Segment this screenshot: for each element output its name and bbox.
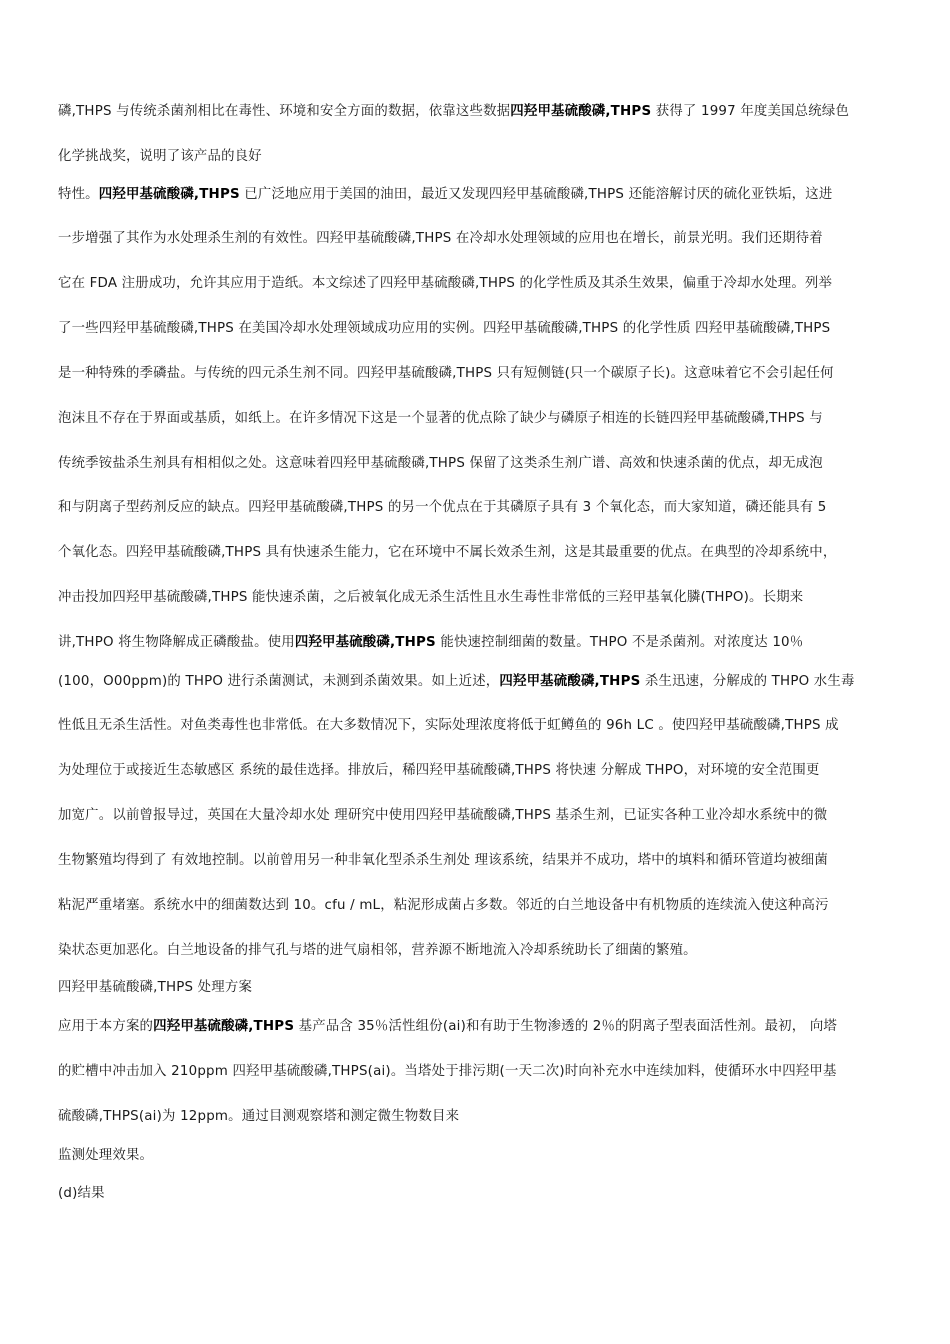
text-line-5: [58, 274, 878, 294]
text-line-10: [58, 498, 878, 518]
text-run: 一步增强了其作为水处理杀生剂的有效性。四羟甲基硫酸磷,THPS 在冷却水处理领域的应用也在增长，前景光明。我们还期待着: [58, 231, 823, 246]
text-run: 冲击投加四羟甲基硫酸磷,THPS 能快速杀菌，之后被氧化成无杀生活性且水生毒性非常低的三羟甲基氧化膦(THPO)。长期来: [58, 590, 804, 605]
text-line-23: [58, 1062, 878, 1082]
bold-term: 四羟甲基硫酸磷,THPS: [98, 187, 240, 202]
text-run: 的贮槽中冲击加入 210ppm 四羟甲基硫酸磷,THPS(ai)。当塔处于排污期(一天二次)时向补充水中连续加料，使循环水中四羟甲基: [58, 1064, 837, 1079]
text-run: 是一种特殊的季磷盐。与传统的四元杀生剂不同。四羟甲基硫酸磷,THPS 只有短侧链(只一个碳原子长)。这意味着它不会引起任何: [58, 366, 834, 381]
text-run: 四羟甲基硫酸磷,THPS 处理方案: [58, 980, 253, 995]
text-run: 获得了 1997 年度美国总统绿色: [651, 104, 850, 119]
bold-term: 四羟甲基硫酸磷,THPS: [510, 104, 652, 119]
text-run: 个氧化态。四羟甲基硫酸磷,THPS 具有快速杀生能力，它在环境中不属长效杀生剂，这是其最重要的优点。在典型的冷却系统中，: [58, 545, 837, 560]
text-run: (100，O00ppm)的 THPO 进行杀菌测试，未测到杀菌效果。如上近述，: [58, 674, 500, 689]
text-run: 能快速控制细菌的数量。THPO 不是杀菌剂。对浓度达 10％: [435, 635, 804, 650]
text-line-16: [58, 761, 878, 781]
text-run: 特性。: [58, 187, 99, 202]
section-heading-results: [58, 1184, 878, 1204]
text-line-25: [58, 1146, 878, 1166]
text-run: 和与阴离子型药剂反应的缺点。四羟甲基硫酸磷,THPS 的另一个优点在于其磷原子具有 3 个氧化态，而大家知道，磷还能具有 5: [58, 500, 827, 515]
text-line-22: [58, 1017, 878, 1037]
bold-term: 四羟甲基硫酸磷,THPS: [153, 1019, 295, 1034]
text-run: 已广泛地应用于美国的油田，最近又发现四羟甲基硫酸磷,THPS 还能溶解讨厌的硫化亚铁垢，这进: [239, 187, 833, 202]
text-line-6: [58, 319, 878, 339]
text-run: 磷,THPS 与传统杀菌剂相比在毒性、环境和安全方面的数据，依靠这些数据: [58, 104, 511, 119]
text-run: 硫酸磷,THPS(ai)为 12ppm。通过目测观察塔和测定微生物数目来: [58, 1109, 460, 1124]
text-line-7: [58, 364, 878, 384]
text-line-9: [58, 454, 878, 474]
text-run: 它在 FDA 注册成功，允许其应用于造纸。本文综述了四羟甲基硫酸磷,THPS 的化学性质及其杀生效果，偏重于冷却水处理。列举: [58, 276, 833, 291]
text-run: 应用于本方案的: [58, 1019, 154, 1034]
text-line-14: [58, 672, 878, 692]
bold-term: 四羟甲基硫酸磷,THPS: [499, 674, 641, 689]
text-run: 为处理位于或接近生态敏感区 系统的最佳选择。排放后，稀四羟甲基硫酸磷,THPS 将快速 分解成 THPO，对环境的安全范围更: [58, 763, 820, 778]
text-line-15: [58, 716, 878, 736]
text-run: 染状态更加恶化。白兰地设备的排气孔与塔的进气扇相邻，营养源不断地流入冷却系统助长了细菌的繁殖。: [58, 943, 697, 958]
section-heading-thps-plan: [58, 978, 878, 998]
text-line-18: [58, 851, 878, 871]
text-run: 生物繁殖均得到了 有效地控制。以前曾用另一种非氧化型杀杀生剂处 理该系统，结果并不成功，塔中的填料和循环管道均被细菌: [58, 853, 828, 868]
text-run: 传统季铵盐杀生剂具有相相似之处。这意味着四羟甲基硫酸磷,THPS 保留了这类杀生剂广谱、高效和快速杀菌的优点，却无成泡: [58, 456, 823, 471]
text-line-13: [58, 633, 878, 653]
text-run: 了一些四羟甲基硫酸磷,THPS 在美国冷却水处理领域成功应用的实例。四羟甲基硫酸磷,THPS 的化学性质 四羟甲基硫酸磷,THPS: [58, 321, 831, 336]
text-run: 加宽广。以前曾报导过，英国在大量冷却水处 理研究中使用四羟甲基硫酸磷,THPS 基杀生剂，已证实各种工业冷却水系统中的微: [58, 808, 828, 823]
text-line-12: [58, 588, 878, 608]
text-line-19: [58, 896, 878, 916]
text-run: 化学挑战奖，说明了该产品的良好: [58, 149, 262, 164]
text-run: (d)结果: [58, 1186, 105, 1201]
text-line-2: [58, 147, 878, 167]
text-run: 性低且无杀生活性。对鱼类毒性也非常低。在大多数情况下，实际处理浓度将低于虹鳟鱼的 96h LC 。使四羟甲基硫酸磷,THPS 成: [58, 718, 839, 733]
text-line-17: [58, 806, 878, 826]
text-run: 泡沫且不存在于界面或基质，如纸上。在许多情况下这是一个显著的优点除了缺少与磷原子相连的长链四羟甲基硫酸磷,THPS 与: [58, 411, 823, 426]
text-run: 监测处理效果。: [58, 1148, 154, 1163]
text-line-20: [58, 941, 878, 961]
text-line-4: [58, 229, 878, 249]
text-line-1: [58, 102, 878, 122]
text-line-11: [58, 543, 878, 563]
text-line-8: [58, 409, 878, 429]
text-run: 杀生迅速，分解成的 THPO 水生毒: [640, 674, 855, 689]
bold-term: 四羟甲基硫酸磷,THPS: [294, 635, 436, 650]
text-run: 基产品含 35％活性组份(ai)和有助于生物渗透的 2％的阴离子型表面活性剂。最初， 向塔: [294, 1019, 837, 1034]
text-run: 粘泥严重堵塞。系统水中的细菌数达到 10。cfu / mL，粘泥形成菌占多数。邻近的白兰地设备中有机物质的连续流入使这种高污: [58, 898, 829, 913]
text-line-24: [58, 1107, 878, 1127]
text-line-3: [58, 185, 878, 205]
text-run: 讲,THPO 将生物降解成正磷酸盐。使用: [58, 635, 295, 650]
